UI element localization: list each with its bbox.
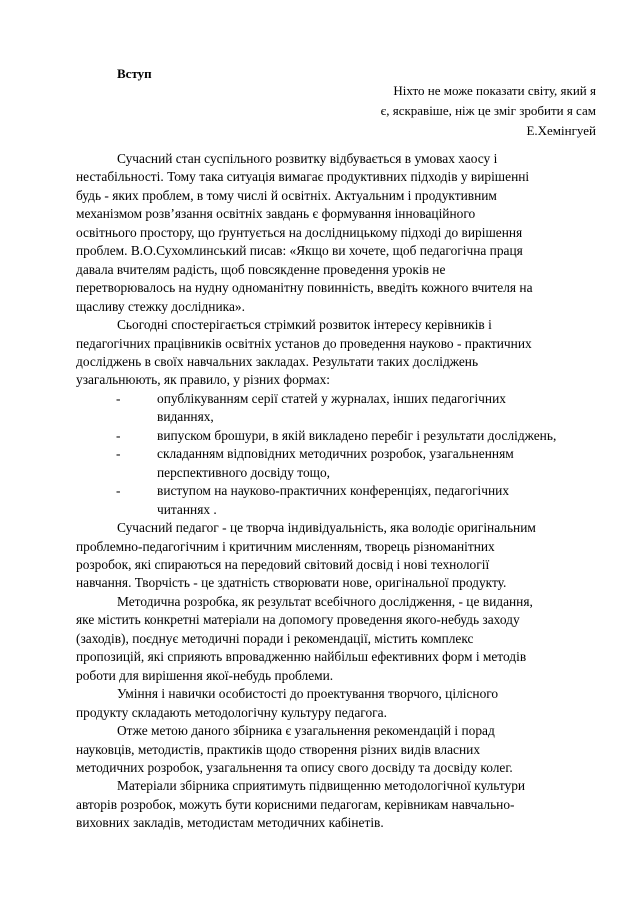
paragraph: Сучасний педагог - це творча індивідуальність, яка володіє оригінальним проблемно-педагогічним і критичним мисленням, творець різноманітних розробок, які спираються на передовий світовий досвід і нові технології навчання. Творчість - це здатність створювати нове, оригінальної продукту. xyxy=(76,520,536,591)
paragraph: Уміння і навички особистості до проектування творчого, цілісного продукту складають методологічну культуру педагога. xyxy=(76,686,499,720)
list-item xyxy=(116,482,600,519)
list-item-text: складанням відповідних методичних розробок, узагальненням перспективного досвіду тощо, xyxy=(157,446,514,480)
list-marker: - xyxy=(116,427,121,443)
list-item xyxy=(116,390,600,427)
epigraph-line: Ніхто не може показати світу, який я xyxy=(393,83,596,98)
paragraph: Сьогодні спостерігається стрімкий розвиток інтересу керівників і педагогічних працівників освітніх установ до проведення науково - практичних досліджень в своїх навчальних закладах. Результати таких досліджень узагальнюють, як правило, у різних формах: xyxy=(76,317,532,388)
forms-list xyxy=(76,390,600,519)
paragraph: Отже метою даного збірника є узагальнення рекомендацій і порад науковців, методистів, практиків щодо створення різних видів власних методичних розробок, узагальнення та опису свого досвіду та досвіду колег. xyxy=(76,723,513,775)
list-item-text: виступом на науково-практичних конференціях, педагогічних читаннях . xyxy=(157,483,510,517)
section-heading: Вступ xyxy=(117,66,152,81)
list-item xyxy=(116,427,600,445)
list-marker: - xyxy=(116,483,121,499)
list-marker: - xyxy=(116,390,121,406)
list-item xyxy=(116,445,600,482)
list-marker: - xyxy=(116,446,121,462)
epigraph xyxy=(276,81,596,141)
paragraph: Методична розробка, як результат всебічного дослідження, - це видання, яке містить конкретні матеріали на допомогу проведення якого-небудь заходу (заходів), поєднує методичні поради і рекомендації, містить комплекс пропозицій, які сприяють впровадженню найбільш ефективних форм і методів роботи для вирішення якої-небудь проблеми. xyxy=(76,593,533,683)
body-text xyxy=(76,150,600,833)
paragraph: Сучасний стан суспільного розвитку відбувається в умовах хаосу і нестабільності. Тому така ситуація вимагає продуктивних підходів у вирішенні будь - яких проблем, в тому числі й освітніх. Актуальним і продуктивним механізмом розв’язання освітніх завдань є формування інноваційного освітнього простору, що ґрунтується на дослідницькому підході до вирішення проблем. В.О.Сухомлинський писав: «Якщо ви хочете, щоб педагогічна праця давала вчителям радість, щоб повсякденне проведення уроків не перетворювалось на нудну одноманітну повинність, введіть кожного вчителя на щасливу стежку дослідника». xyxy=(76,151,533,314)
epigraph-line: є, яскравіше, ніж це зміг зробити я сам xyxy=(380,103,596,118)
epigraph-author: Е.Хемінгуей xyxy=(526,123,596,138)
list-item-text: випуском брошури, в якій викладено перебіг і результати досліджень, xyxy=(157,427,557,443)
list-item-text: опублікуванням серії статей у журналах, інших педагогічних виданнях, xyxy=(157,390,506,425)
paragraph: Матеріали збірника сприятимуть підвищенню методологічної культури авторів розробок, можуть бути корисними педагогам, керівникам навчально- виховних закладів, методистам методичних кабінетів. xyxy=(76,778,526,831)
